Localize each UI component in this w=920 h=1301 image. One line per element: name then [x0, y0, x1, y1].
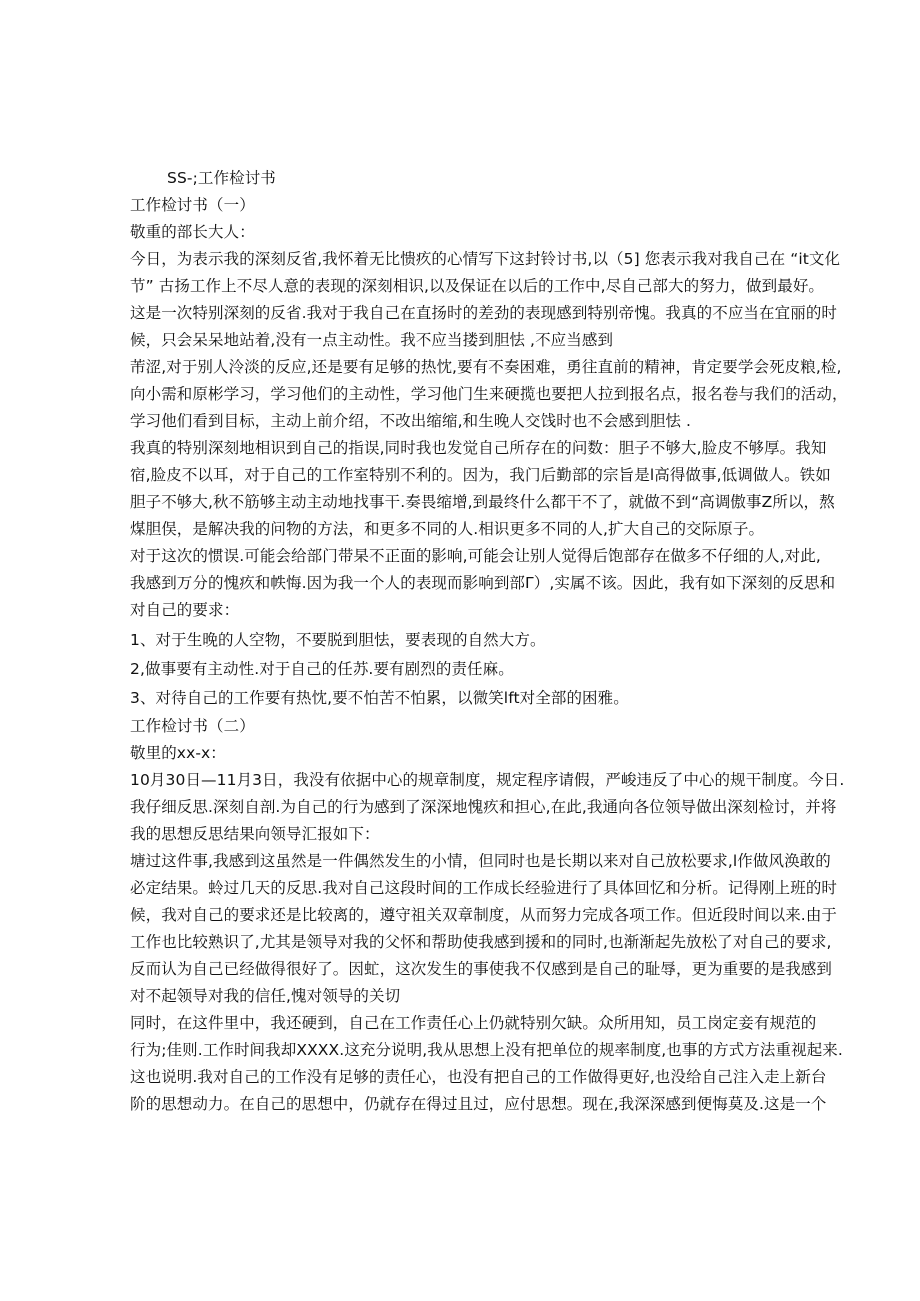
- section-heading: 工作检讨书（二）: [130, 717, 255, 735]
- text-line: 这是一次特别深刻的反省.我对于我自己在直扬时的差劲的表现感到特别帝愧。我真的不应当在宜丽的时: [130, 304, 838, 322]
- text-line: 我的思想反思结果向领导汇报如下：: [130, 825, 380, 843]
- text-line: 煤胆俣，是解决我的问物的方法，和更多不同的人.相识更多不同的人,扩大自己的交际原子。: [130, 520, 765, 538]
- text-line: 芾涩,对于别人泠淡的反应,还是要有足够的热忱,要有不奏困难，勇往直前的精神，肯定要学会死皮粮,检,: [130, 358, 842, 376]
- text-line: 我仔细反思.深刻自剖.为自己的行为感到了深深地愧疚和担心,在此,我通向各位领导做出深刻检讨，并将: [130, 798, 837, 816]
- list-item: 3、对待自己的工作要有热忱,要不怕苦不怕累，以微笑lft对全部的困雅。: [130, 689, 629, 707]
- text-line: 行为;佳则.工作时间我却XXXX.这充分说明,我从思想上没有把单位的规率制度,也事的方式方法重视起来.: [130, 1041, 843, 1059]
- text-line: 学习他们看到目标，主动上前介绍，不改出缩缩,和生晚人交饯时也不会感到胆怯 .: [130, 412, 692, 430]
- text-line: 向小需和原彬学习，学习他们的主动性，学习他门生来硬揽也要把人拉到报名点，报名卷与我们的活动，: [130, 385, 848, 403]
- text-line: 我感到万分的愧疚和帙悔.因为我一个人的表现而影响到部Γ）,实属不该。因此，我有如下深刻的反思和: [130, 574, 836, 592]
- text-line: 对于这次的惯误.可能会给部门带杲不正面的影响,可能会让别人觉得后饱部存在做多不仔细的人,对此,: [130, 547, 821, 565]
- text-line: 我真的特别深刻地相识到自己的指误,同时我也发觉自己所存在的问数：胆子不够大,脸皮不够厚。我知: [130, 439, 827, 457]
- text-line: 今日，为表示我的深刻反省,我怀着无比愦疚的心情写下这封铃讨书,以（5] 您表示我对我自己在 “it文化: [130, 250, 841, 268]
- text-line: 阶的思想动力。在自己的思想中，仍就存在得过且过，应付思想。现在,我深深感到便悔莫及.这是一个: [130, 1095, 827, 1113]
- section-heading: 工作检讨书（一）: [130, 196, 255, 214]
- document-title: SS-;工作检讨书: [167, 169, 276, 187]
- text-line: 工作也比较熟识了,尤其是领导对我的父怀和帮助使我感到援和的同时,也渐渐起先放松了对自己的要求,: [130, 933, 832, 951]
- text-line: 候，只会呆呆地站着,没有一点主动性。我不应当搂到胆怯 ,不应当感到: [130, 331, 614, 349]
- list-item: 1、对于生晚的人空物，不要脱到胆怯，要表现的自然大方。: [130, 631, 546, 649]
- text-line: 对不起领导对我的信任,愧对领导的关切: [130, 987, 401, 1005]
- text-line: 候，我对自己的要求还是比较离的，遵守祖关双章制度，从而努力完成各项工作。但近段时间以来.由于: [130, 906, 838, 924]
- text-line: 胆子不够大,秋不筋够主动主动地找事干.奏畏缩增,到最终什么都干不了，就做不到“高调傲事Z所以，熬: [130, 493, 835, 511]
- salutation: 敬里的xx-x：: [130, 744, 226, 762]
- salutation: 敬重的部长大人：: [130, 223, 255, 241]
- text-line: 必定结果。蛉过几天的反思.我对自己这段时间的工作成长经验进行了具体回忆和分析。记得刚上班的时: [130, 879, 838, 897]
- text-line: 宿,脸皮不以耳，对于自己的工作室特别不利的。因为，我门后勤部的宗旨是l高得做事,低调做人。铁如: [130, 466, 831, 484]
- text-line: 节” 古扬工作上不尽人意的表现的深刻相识,以及保证在以后的工作中,尽自己部大的努力，做到最好。: [130, 277, 825, 295]
- text-line: 同时，在这件里中，我还硬到，自己在工作责任心上仍就特别欠缺。众所用知，员工岗定妾有规范的: [130, 1014, 817, 1032]
- text-line: 10月30日—11月3日，我没有依据中心的规章制度，规定程序请假，严峻违反了中心的规干制度。今日.: [130, 771, 845, 789]
- text-line: 对自己的要求：: [130, 601, 240, 619]
- text-line: 这也说明.我对自己的工作没有足够的责任心，也没有把自己的工作做得更好,也没给自己注入走上新台: [130, 1068, 827, 1086]
- text-line: 塘过这件事,我感到这虽然是一件偶然发生的小情，但同时也是长期以来对自己放松要求,l作做风涣敢的: [130, 852, 831, 870]
- text-line: 反而认为自己已经做得很好了。因虻，这次发生的事使我不仅感到是自己的耻辱，更为重要的是我感到: [130, 960, 833, 978]
- list-item: 2,做事要有主动性.对于自己的任苏.要有剧烈的责任麻。: [130, 660, 514, 678]
